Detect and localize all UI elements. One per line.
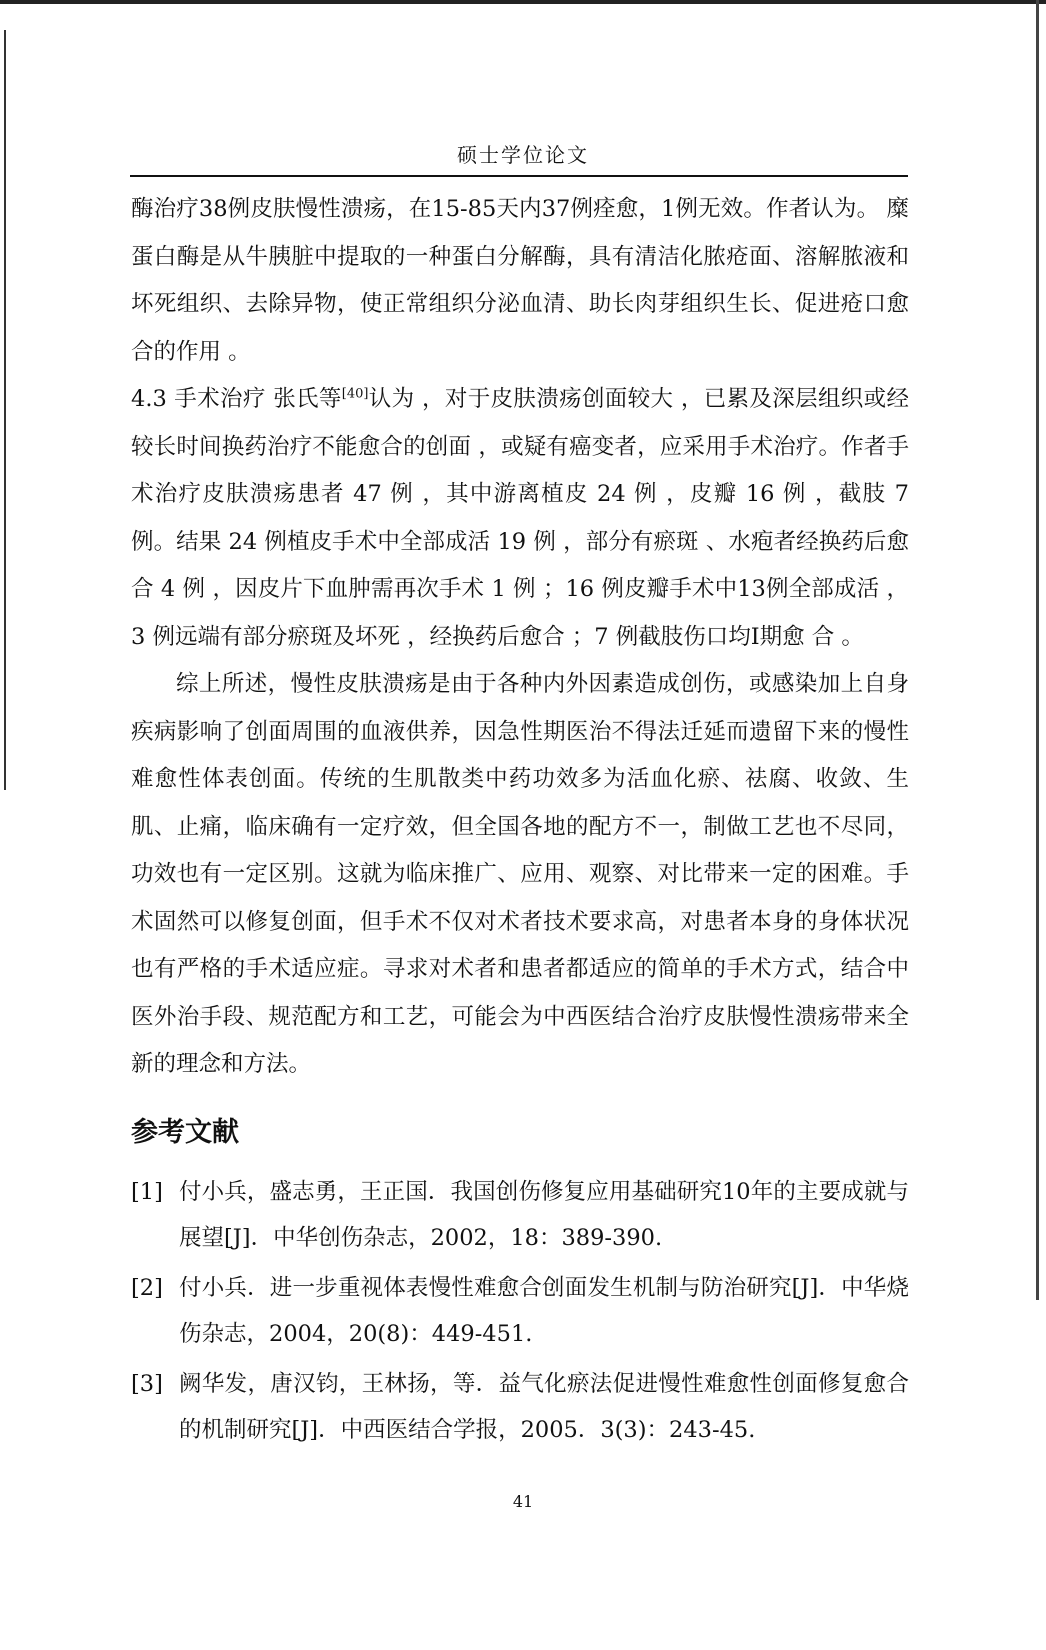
references-heading: 参考文献 xyxy=(131,1116,239,1148)
reference-item xyxy=(131,1265,909,1357)
paragraph-2-lead: 4.3 手术治疗 张氏等 xyxy=(131,386,342,412)
reference-number: [3] xyxy=(131,1370,163,1397)
paragraph-3: 综上所述，慢性皮肤溃疡是由于各种内外因素造成创伤，或感染加上自身疾病影响了创面周围的血液供养，因急性期医治不得法迁延而遗留下来的慢性难愈性体表创面。传统的生肌散类中药功效多为活血化瘀、祛腐、收敛、生肌、止痛，临床确有一定疗效，但全国各地的配方不一，制做工艺也不尽同，功效也有一定区别。这就为临床推广、应用、观察、对比带来一定的困难。手术固然可以修复创面，但手术不仅对术者技术要求高，对患者本身的身体状况也有严格的手术适应症。寻求对术者和患者都适应的简单的手术方式，结合中医外治手段、规范配方和工艺，可能会为中西医结合治疗皮肤慢性溃疡带来全新的理念和方法。 xyxy=(131,671,909,1077)
reference-number: [2] xyxy=(131,1274,163,1301)
citation-superscript: [40] xyxy=(341,386,369,402)
page-number: 41 xyxy=(512,1492,534,1511)
page-content xyxy=(131,186,909,1457)
paragraph-2 xyxy=(131,376,909,661)
reference-text: 付小兵．进一步重视体表慢性难愈合创面发生机制与防治研究[J]．中华烧伤杂志，2004，20(8)：449-451. xyxy=(179,1274,909,1347)
running-header: 硕士学位论文 xyxy=(457,143,589,167)
reference-text: 阙华发，唐汉钧，王林扬，等．益气化瘀法促进慢性难愈性创面修复愈合的机制研究[J]．中西医结合学报，2005．3(3)：243-45. xyxy=(179,1370,909,1443)
paragraph-2-body: 认为 ，对于皮肤溃疡创面较大 ，已累及深层组织或经较长时间换药治疗不能愈合的创面 ，或疑有癌变者，应采用手术治疗。作者手术治疗皮肤溃疡患者 47 例 ，其中游离植皮 24 例 ，皮瓣 16 例 ，截肢 7 例。结果 24 例植皮手术中全部成活 19 例 ，部分有瘀斑 、水疱者经换药后愈合 4 例 ，因皮片下血肿需再次手术 1 例 ；16 例皮瓣手术中13例全部成活 ，3 例远端有部分瘀斑及坏死 ，经换药后愈合 ；7 例截肢伤口均I期愈 合 。 xyxy=(131,386,909,650)
scan-border-top xyxy=(0,0,1046,4)
reference-item xyxy=(131,1169,909,1261)
scan-border-right xyxy=(1036,0,1039,1300)
reference-text: 付小兵，盛志勇，王正国．我国创伤修复应用基础研究10年的主要成就与展望[J]．中华创伤杂志，2002，18：389-390. xyxy=(179,1178,909,1251)
reference-item xyxy=(131,1361,909,1453)
reference-number: [1] xyxy=(131,1178,163,1205)
header-rule xyxy=(130,175,908,177)
paragraph-1: 酶治疗38例皮肤慢性溃疡，在15-85天内37例痊愈，1例无效。作者认为。 糜蛋白酶是从牛胰脏中提取的一种蛋白分解酶，具有清洁化脓疮面、溶解脓液和坏死组织、去除异物，使正常组织分泌血清、助长肉芽组织生长、促进疮口愈合的作用 。 xyxy=(131,196,909,365)
